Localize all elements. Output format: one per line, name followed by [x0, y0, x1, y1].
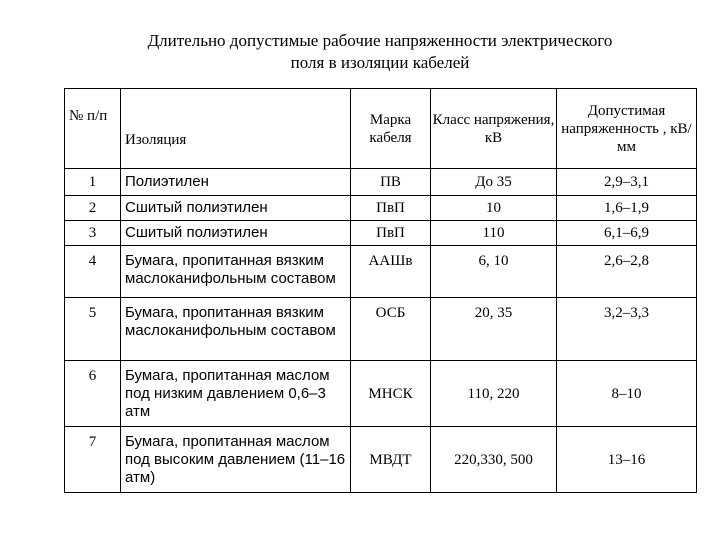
cell-mark: ПвП [351, 221, 431, 246]
cell-mark: МВДТ [351, 427, 431, 493]
table-row [65, 169, 697, 196]
header-num: № п/п [65, 89, 121, 169]
page-title [60, 30, 700, 74]
cell-field: 8–10 [557, 361, 697, 427]
cell-insulation: Бумага, пропитанная маслом под низким давлением 0,6–3 атм [121, 361, 351, 427]
table-row [65, 361, 697, 427]
cell-voltage-class: 110 [431, 221, 557, 246]
cell-num: 7 [65, 427, 121, 493]
cell-insulation: Сшитый полиэтилен [121, 196, 351, 221]
cell-mark: ОСБ [351, 298, 431, 361]
cell-field: 3,2–3,3 [557, 298, 697, 361]
table-row [65, 246, 697, 298]
cell-insulation: Бумага, пропитанная маслом под высоким давлением (11–16 атм) [121, 427, 351, 493]
cell-field: 2,9–3,1 [557, 169, 697, 196]
cell-voltage-class: 6, 10 [431, 246, 557, 298]
cell-insulation: Бумага, пропитанная вязким маслоканифольным составом [121, 246, 351, 298]
cell-field: 1,6–1,9 [557, 196, 697, 221]
cell-insulation: Полиэтилен [121, 169, 351, 196]
header-voltage-class: Класс напряжения, кВ [431, 89, 557, 169]
cell-mark: ПвП [351, 196, 431, 221]
cell-num: 1 [65, 169, 121, 196]
title-line-1: Длительно допустимые рабочие напряженности электрического [147, 31, 613, 50]
cell-voltage-class: До 35 [431, 169, 557, 196]
table-row [65, 427, 697, 493]
header-row [65, 89, 697, 169]
cell-mark: ПВ [351, 169, 431, 196]
table-row [65, 196, 697, 221]
cell-insulation: Бумага, пропитанная вязким маслоканифольным составом [121, 298, 351, 361]
cell-field: 6,1–6,9 [557, 221, 697, 246]
cell-field: 13–16 [557, 427, 697, 493]
table-row [65, 221, 697, 246]
cell-num: 5 [65, 298, 121, 361]
title-line-2: поля в изоляции кабелей [290, 53, 470, 72]
cell-num: 6 [65, 361, 121, 427]
header-mark: Марка кабеля [351, 89, 431, 169]
cell-insulation: Сшитый полиэтилен [121, 221, 351, 246]
cell-mark: ААШв [351, 246, 431, 298]
header-insulation: Изоляция [121, 89, 351, 169]
cell-voltage-class: 20, 35 [431, 298, 557, 361]
cell-num: 4 [65, 246, 121, 298]
table-row [65, 298, 697, 361]
cell-field: 2,6–2,8 [557, 246, 697, 298]
cell-mark: МНСК [351, 361, 431, 427]
cell-voltage-class: 110, 220 [431, 361, 557, 427]
header-field: Допустимая напряженность , кВ/мм [557, 89, 697, 169]
cable-field-table [64, 88, 697, 493]
cell-num: 3 [65, 221, 121, 246]
cell-voltage-class: 10 [431, 196, 557, 221]
cell-voltage-class: 220,330, 500 [431, 427, 557, 493]
cell-num: 2 [65, 196, 121, 221]
